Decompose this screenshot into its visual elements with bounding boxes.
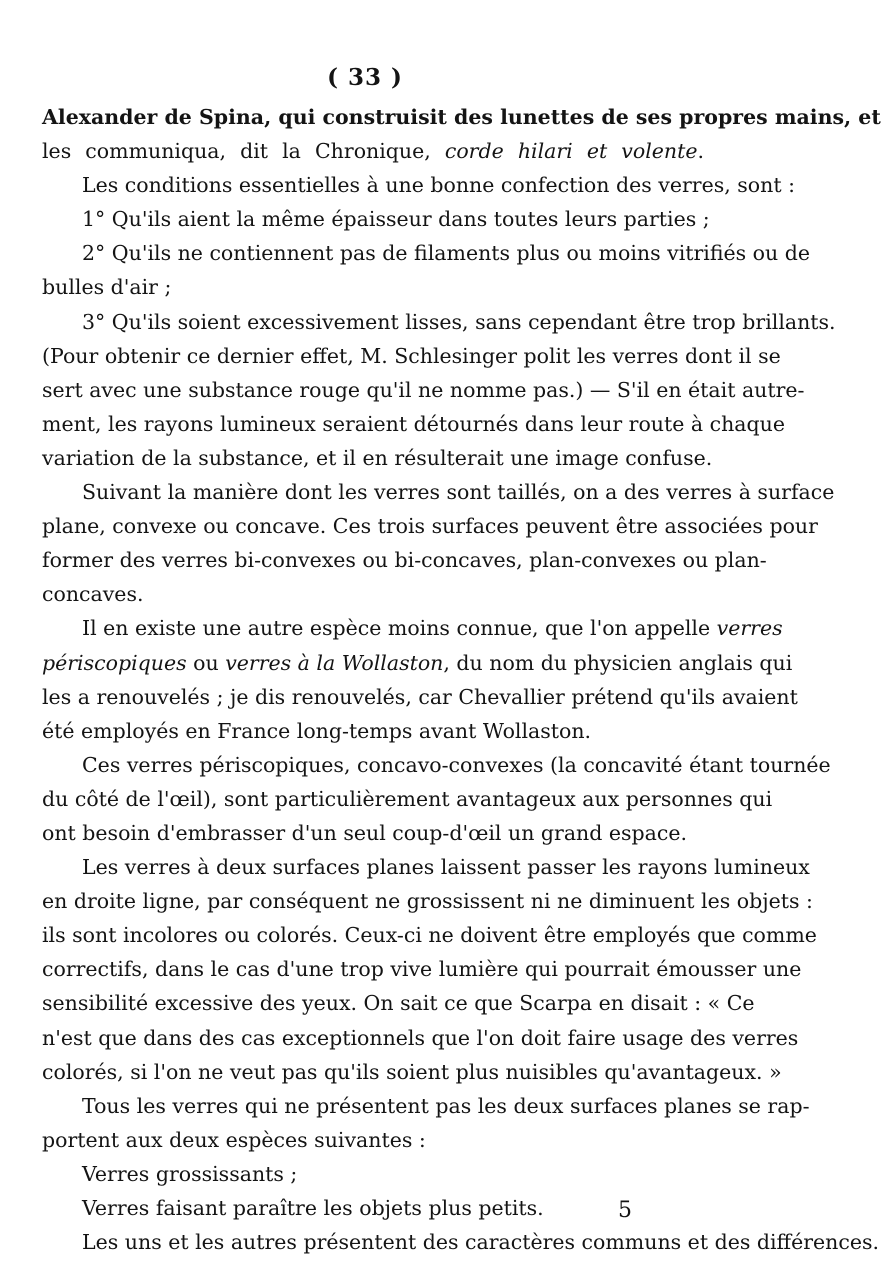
text-line: concaves. xyxy=(42,582,144,607)
text-line: Les verres à deux surfaces planes laissent passer les rayons lumineux xyxy=(82,855,810,880)
text-line: sensibilité excessive des yeux. On sait ce que Scarpa en disait : « Ce xyxy=(42,991,755,1016)
text-line: été employés en France long-temps avant Wollaston. xyxy=(42,718,592,743)
text-line: Tous les verres qui ne présentent pas les deux surfaces planes se rap- xyxy=(82,1093,810,1118)
text-line: 3° Qu'ils soient excessivement lisses, sans cependant être trop brillants. xyxy=(82,309,836,334)
text-line: ils sont incolores ou colorés. Ceux-ci ne doivent être employés que comme xyxy=(42,923,817,948)
text-line: Les uns et les autres présentent des caractères communs et des différences. xyxy=(82,1230,880,1255)
text-line: Les conditions essentielles à une bonne confection des verres, sont : xyxy=(82,173,795,198)
text-line: Suivant la manière dont les verres sont taillés, on a des verres à surface xyxy=(82,480,835,505)
text-line: (Pour obtenir ce dernier effet, M. Schlesinger polit les verres dont il se xyxy=(42,343,781,368)
text-line: 1° Qu'ils aient la même épaisseur dans toutes leurs parties ; xyxy=(82,207,710,232)
text-line: n'est que dans des cas exceptionnels que l'on doit faire usage des verres xyxy=(42,1025,799,1050)
signature-mark: 5 xyxy=(618,1198,632,1223)
text-line: sert avec une substance rouge qu'il ne nomme pas.) — S'il en était autre- xyxy=(42,377,805,402)
text-line: les communiqua, dit la Chronique, corde hilari et volente. xyxy=(42,139,704,164)
text-line: Verres grossissants ; xyxy=(82,1161,298,1186)
text-line: correctifs, dans le cas d'une trop vive lumière qui pourrait émousser une xyxy=(42,957,802,982)
text-line: plane, convexe ou concave. Ces trois surfaces peuvent être associées pour xyxy=(42,514,818,539)
text-line: bulles d'air ; xyxy=(42,275,172,300)
text-line: portent aux deux espèces suivantes : xyxy=(42,1127,426,1152)
text-line: Ces verres périscopiques, concavo-convexes (la concavité étant tournée xyxy=(82,752,831,777)
page-number: ( 33 ) xyxy=(327,64,403,91)
text-line: former des verres bi-convexes ou bi-concaves, plan-convexes ou plan- xyxy=(42,548,767,573)
text-line: variation de la substance, et il en résulterait une image confuse. xyxy=(42,445,713,470)
text-line: les a renouvelés ; je dis renouvelés, car Chevallier prétend qu'ils avaient xyxy=(42,684,798,709)
text-line: Alexander de Spina, qui construisit des lunettes de ses propres mains, et xyxy=(42,105,881,129)
text-line: ont besoin d'embrasser d'un seul coup-d'œil un grand espace. xyxy=(42,820,688,845)
text-line: ment, les rayons lumineux seraient détournés dans leur route à chaque xyxy=(42,411,785,436)
body-text xyxy=(42,100,881,1259)
text-line: du côté de l'œil), sont particulièrement avantageux aux personnes qui xyxy=(42,786,773,811)
text-line: périscopiques ou verres à la Wollaston, du nom du physicien anglais qui xyxy=(42,650,793,675)
text-line: colorés, si l'on ne veut pas qu'ils soient plus nuisibles qu'avantageux. » xyxy=(42,1059,782,1084)
text-line: Il en existe une autre espèce moins connue, que l'on appelle verres xyxy=(82,616,783,641)
text-line: 2° Qu'ils ne contiennent pas de filaments plus ou moins vitrifiés ou de xyxy=(82,241,811,266)
text-line: en droite ligne, par conséquent ne grossissent ni ne diminuent les objets : xyxy=(42,889,813,914)
text-line: Verres faisant paraître les objets plus petits. xyxy=(82,1196,544,1220)
